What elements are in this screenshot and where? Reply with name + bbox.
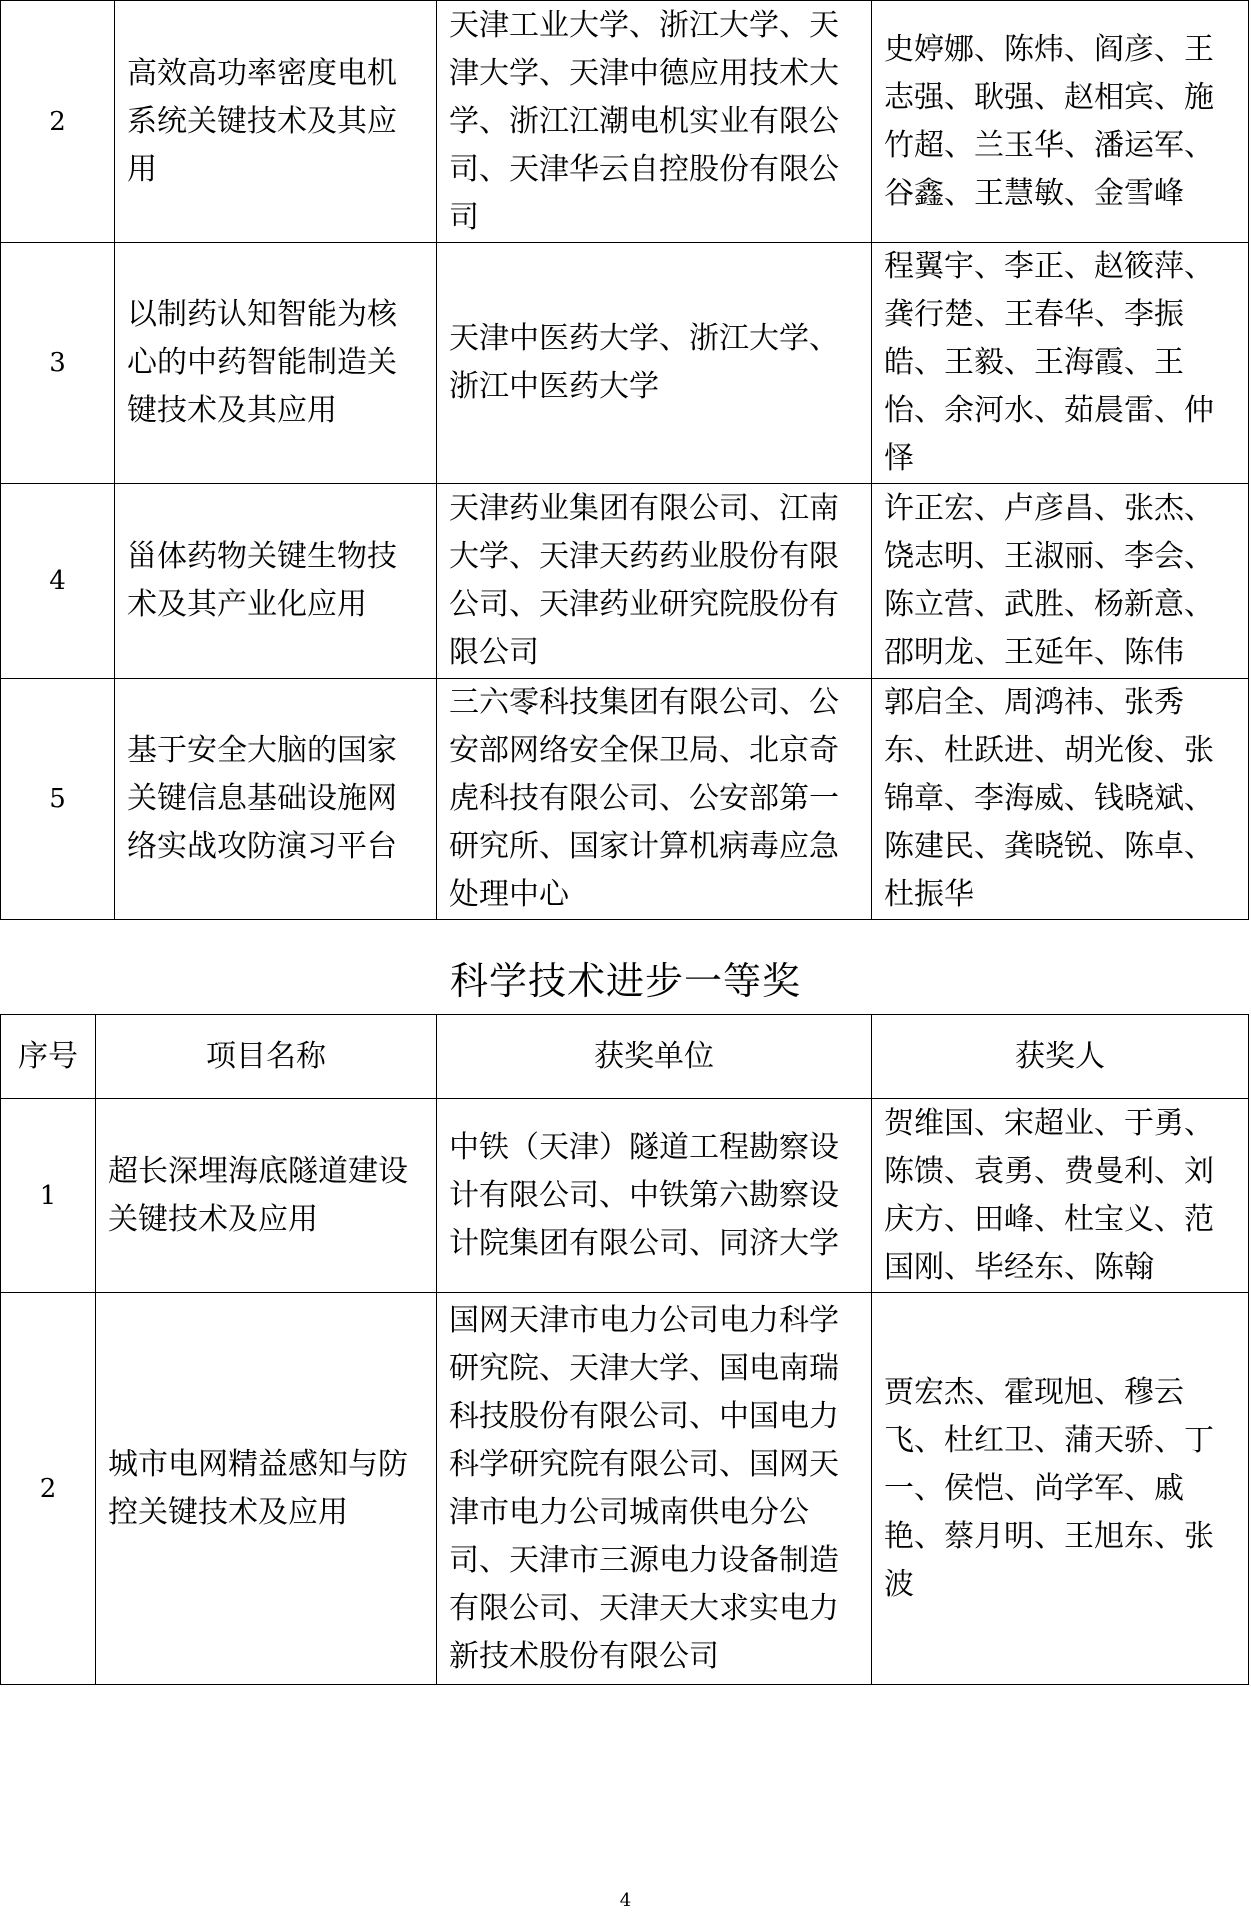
- award-units: 天津中医药大学、浙江大学、浙江中医药大学: [437, 243, 872, 484]
- project-name: 以制药认知智能为核心的中药智能制造关键技术及其应用: [115, 243, 437, 484]
- project-name: 甾体药物关键生物技术及其产业化应用: [115, 484, 437, 679]
- row-number: 4: [1, 484, 115, 679]
- table-row: [1, 484, 1249, 679]
- header-project: 项目名称: [96, 1015, 437, 1099]
- row-number: 1: [1, 1099, 96, 1293]
- header-units: 获奖单位: [437, 1015, 872, 1099]
- table-row: [1, 679, 1249, 920]
- award-people: 许正宏、卢彦昌、张杰、饶志明、王淑丽、李会、陈立营、武胜、杨新意、邵明龙、王延年、陈伟: [872, 484, 1249, 679]
- award-people: 贾宏杰、霍现旭、穆云飞、杜红卫、蒲天骄、丁一、侯恺、尚学军、戚艳、蔡月明、王旭东、张波: [872, 1293, 1249, 1685]
- table-row: [1, 1293, 1249, 1685]
- table-row: [1, 1, 1249, 243]
- award-units: 国网天津市电力公司电力科学研究院、天津大学、国电南瑞科技股份有限公司、中国电力科学研究院有限公司、国网天津市电力公司城南供电分公司、天津市三源电力设备制造有限公司、天津天大求实电力新技术股份有限公司: [437, 1293, 872, 1685]
- table-row: [1, 243, 1249, 484]
- header-no: 序号: [1, 1015, 96, 1099]
- award-table-first-prize: [0, 1014, 1249, 1685]
- award-people: 史婷娜、陈炜、阎彦、王志强、耿强、赵相宾、施竹超、兰玉华、潘运军、谷鑫、王慧敏、金雪峰: [872, 1, 1249, 243]
- award-table-continued: [0, 0, 1249, 920]
- award-people: 郭启全、周鸿祎、张秀东、杜跃进、胡光俊、张锦章、李海威、钱晓斌、陈建民、龚晓锐、陈卓、杜振华: [872, 679, 1249, 920]
- table-header-row: [1, 1015, 1249, 1099]
- header-people: 获奖人: [872, 1015, 1249, 1099]
- project-name: 高效高功率密度电机系统关键技术及其应用: [115, 1, 437, 243]
- award-units: 三六零科技集团有限公司、公安部网络安全保卫局、北京奇虎科技有限公司、公安部第一研究所、国家计算机病毒应急处理中心: [437, 679, 872, 920]
- award-people: 程翼宇、李正、赵筱萍、龚行楚、王春华、李振皓、王毅、王海霞、王怡、余河水、茹晨雷、仲怿: [872, 243, 1249, 484]
- section-title: 科学技术进步一等奖: [449, 959, 801, 1003]
- award-units: 天津药业集团有限公司、江南大学、天津天药药业股份有限公司、天津药业研究院股份有限公司: [437, 484, 872, 679]
- project-name: 基于安全大脑的国家关键信息基础设施网络实战攻防演习平台: [115, 679, 437, 920]
- row-number: 3: [1, 243, 115, 484]
- row-number: 2: [1, 1293, 96, 1685]
- row-number: 2: [1, 1, 115, 243]
- table-row: [1, 1099, 1249, 1293]
- row-number: 5: [1, 679, 115, 920]
- award-units: 中铁（天津）隧道工程勘察设计有限公司、中铁第六勘察设计院集团有限公司、同济大学: [437, 1099, 872, 1293]
- project-name: 城市电网精益感知与防控关键技术及应用: [96, 1293, 437, 1685]
- page-number: 4: [619, 1890, 632, 1911]
- award-units: 天津工业大学、浙江大学、天津大学、天津中德应用技术大学、浙江江潮电机实业有限公司、天津华云自控股份有限公司: [437, 1, 872, 243]
- project-name: 超长深埋海底隧道建设关键技术及应用: [96, 1099, 437, 1293]
- award-people: 贺维国、宋超业、于勇、陈馈、袁勇、费曼利、刘庆方、田峰、杜宝义、范国刚、毕经东、陈翰: [872, 1099, 1249, 1293]
